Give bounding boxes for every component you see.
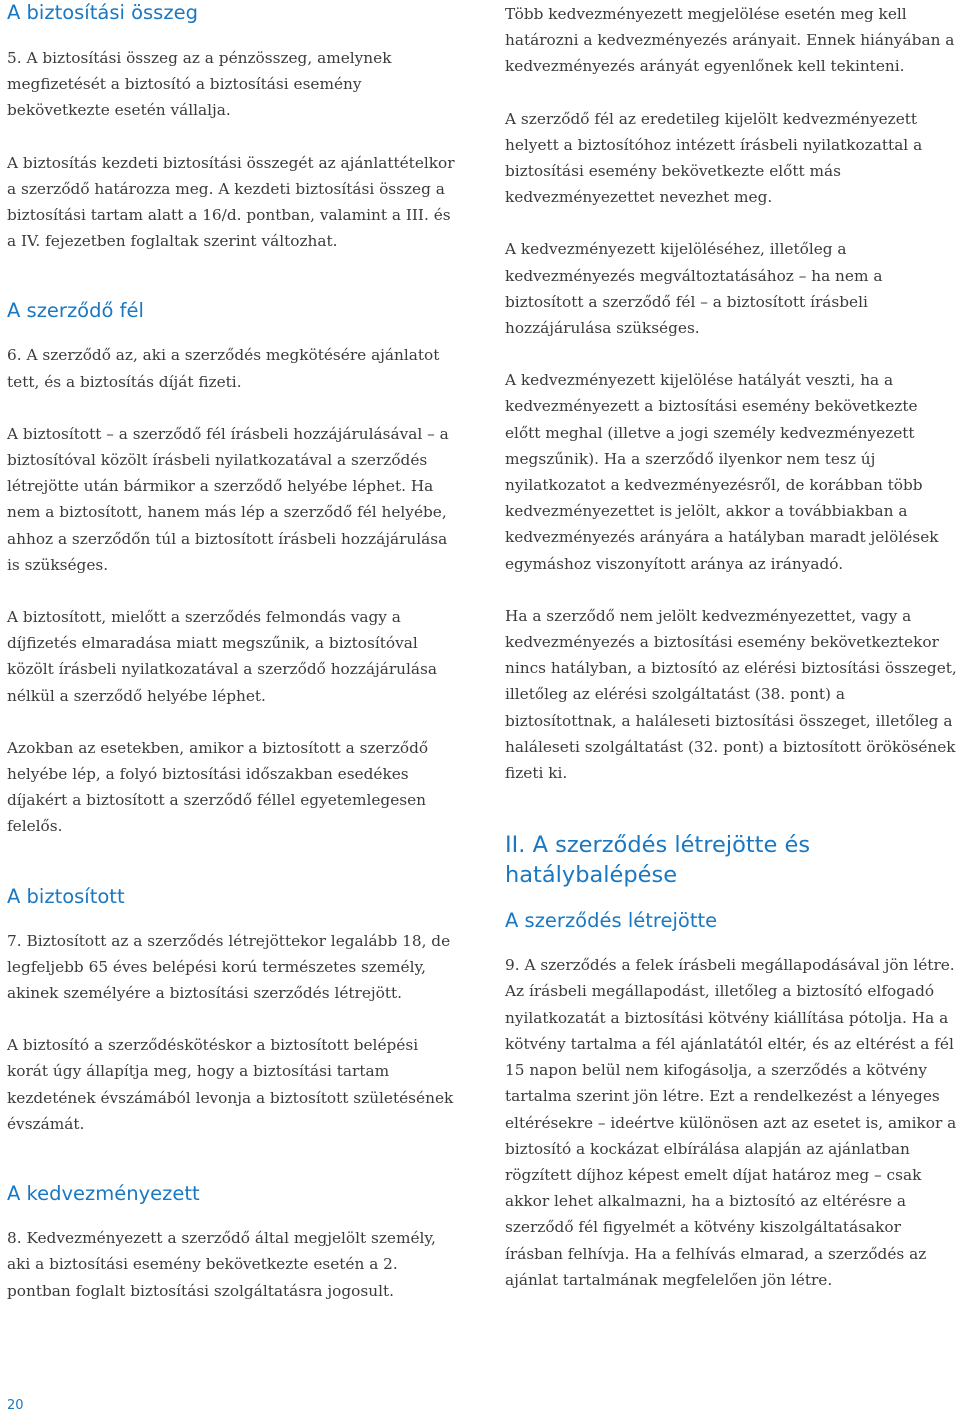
paragraph-7b: A biztosító a szerződéskötéskor a biztosított belépési korát úgy állapítja meg, hogy a biztosítási tartam kezdetének évszámából levonja a biztosított születésének évszámát. <box>7 1036 454 1133</box>
paragraph-8b: Több kedvezményezett megjelölése esetén meg kell határozni a kedvezményezés arányait. Ennek hiányában a kedvezményezés arányát egyenlőnek kell tekinteni. <box>505 5 955 76</box>
paragraph-8d: A kedvezményezett kijelöléséhez, illetőleg a kedvezményezés megváltoztatásához – ha nem a biztosított a szerződő fél – a biztosított írásbeli hozzájárulása szükséges. <box>505 240 883 338</box>
paragraph-8f: Ha a szerződő nem jelölt kedvezményezettet, vagy a kedvezményezés a biztosítási esemény bekövetkeztekor nincs hatályban, a biztosító az elérési biztosítási összeget, illetőleg az elérési szolgáltatást (38. pont) a biztosítottnak, a haláleseti biztosítási összeget, illetőleg a haláleseti szolgáltatást (32. pont) a biztosított örökösének fizeti ki. <box>505 606 957 783</box>
paragraph-8e: A kedvezményezett kijelölése hatályát veszti, ha a kedvezményezett a biztosítási esemény bekövetkezte előtt meghal (illetve a jogi személy kedvezményezett megszűnik). Ha a szerződő ilyenkor nem tesz új nyilatkozatot a kedvezményezésről, de korábban több kedvezményezettet is jelölt, akkor a továbbiakban a kedvezményezés arányára a hatályban maradt jelölések egymáshoz viszonyított aránya az irányadó. <box>505 371 939 573</box>
left-column <box>7 0 457 1304</box>
paragraph-8: 8. Kedvezményezett a szerződő által megjelölt személy, aki a biztosítási esemény bekövetkezte esetén a 2. pontban foglalt biztosítási szolgáltatásra jogosult. <box>7 1229 436 1300</box>
paragraph-9: 9. A szerződés a felek írásbeli megállapodásával jön létre. Az írásbeli megállapodást, illetőleg a biztosító elfogadó nyilatkozatát a biztosítási kötvény kiállítása pótolja. Ha a kötvény tartalma a fél ajánlatától eltér, és az eltérést a fél 15 napon belül nem kifogásolja, a szerződés a kötvény tartalma szerint jön létre. Ezt a rendelkezést a lényeges eltérésekre – ideértve különösen azt az esetet is, amikor a biztosító a kockázat elbírálása alapján az ajánlatban rögzített díjhoz képest emelt díjat határoz meg – csak akkor lehet alkalmazni, ha a biztosító az eltérésre a szerződő fél figyelmét a kötvény kiszolgáltatásakor írásban felhívja. Ha a felhívás elmarad, a szerződés az ajánlat tartalmának megfelelően jön létre. <box>505 956 957 1289</box>
section-heading-szerzodes-letrejotte: A szerződés létrejötte <box>505 909 718 933</box>
paragraph-5b: A biztosítás kezdeti biztosítási összegét az ajánlattételkor a szerződő határozza meg. A kezdeti biztosítási összeg a biztosítási tartam alatt a 16/d. pontban, valamint a III. és a IV. fejezetben foglaltak szerint változhat. <box>7 153 455 251</box>
paragraph-6d: Azokban az esetekben, amikor a biztosított a szerződő helyébe lép, a folyó biztosítási időszakban esedékes díjakért a biztosított a szerződő féllel egyetemlegesen felelős. <box>7 738 429 836</box>
paragraph-6: 6. A szerződő az, aki a szerződés megkötésére ajánlatot tett, és a biztosítás díját fizeti. <box>7 346 440 391</box>
section-heading-szerzodo-fel: A szerződő fél <box>7 299 144 323</box>
paragraph-6c: A biztosított, mielőtt a szerződés felmondás vagy a díjfizetés elmaradása miatt megszűnik, a biztosítóval közölt írásbeli nyilatkozatával a szerződő hozzájárulása nélkül a szerződő helyébe léphet. <box>7 608 438 705</box>
paragraph-5: 5. A biztosítási összeg az a pénzösszeg, amelynek megfizetését a biztosító a biztosítási esemény bekövetkezte esetén vállalja. <box>7 49 392 120</box>
paragraph-7: 7. Biztosított az a szerződés létrejöttekor legalább 18, de legfeljebb 65 éves belépési korú természetes személy, akinek személyére a biztosítási szerződés létrejött. <box>7 931 451 1003</box>
section-heading-biztositasi-osszeg: A biztosítási összeg <box>7 1 198 24</box>
page-number: 20 <box>7 1398 24 1413</box>
section-heading-biztositott: A biztosított <box>7 884 125 908</box>
right-column <box>505 0 957 1293</box>
chapter-heading-ii: II. A szerződés létrejötte és hatálybalépése <box>505 832 811 889</box>
section-heading-kedvezmenyezett: A kedvezményezett <box>7 1182 200 1206</box>
paragraph-8c: A szerződő fél az eredetileg kijelölt kedvezményezett helyett a biztosítóhoz intézett írásbeli nyilatkozattal a biztosítási esemény bekövetkezte előtt más kedvezményezettet nevezhet meg. <box>505 109 923 207</box>
paragraph-6b: A biztosított – a szerződő fél írásbeli hozzájárulásával – a biztosítóval közölt írásbeli nyilatkozatával a szerződés létrejötte után bármikor a szerződő helyébe léphet. Ha nem a biztosított, hanem más lép a szerződő fél helyébe, ahhoz a szerződőn túl a biztosított írásbeli hozzájárulása is szükséges. <box>7 424 449 574</box>
